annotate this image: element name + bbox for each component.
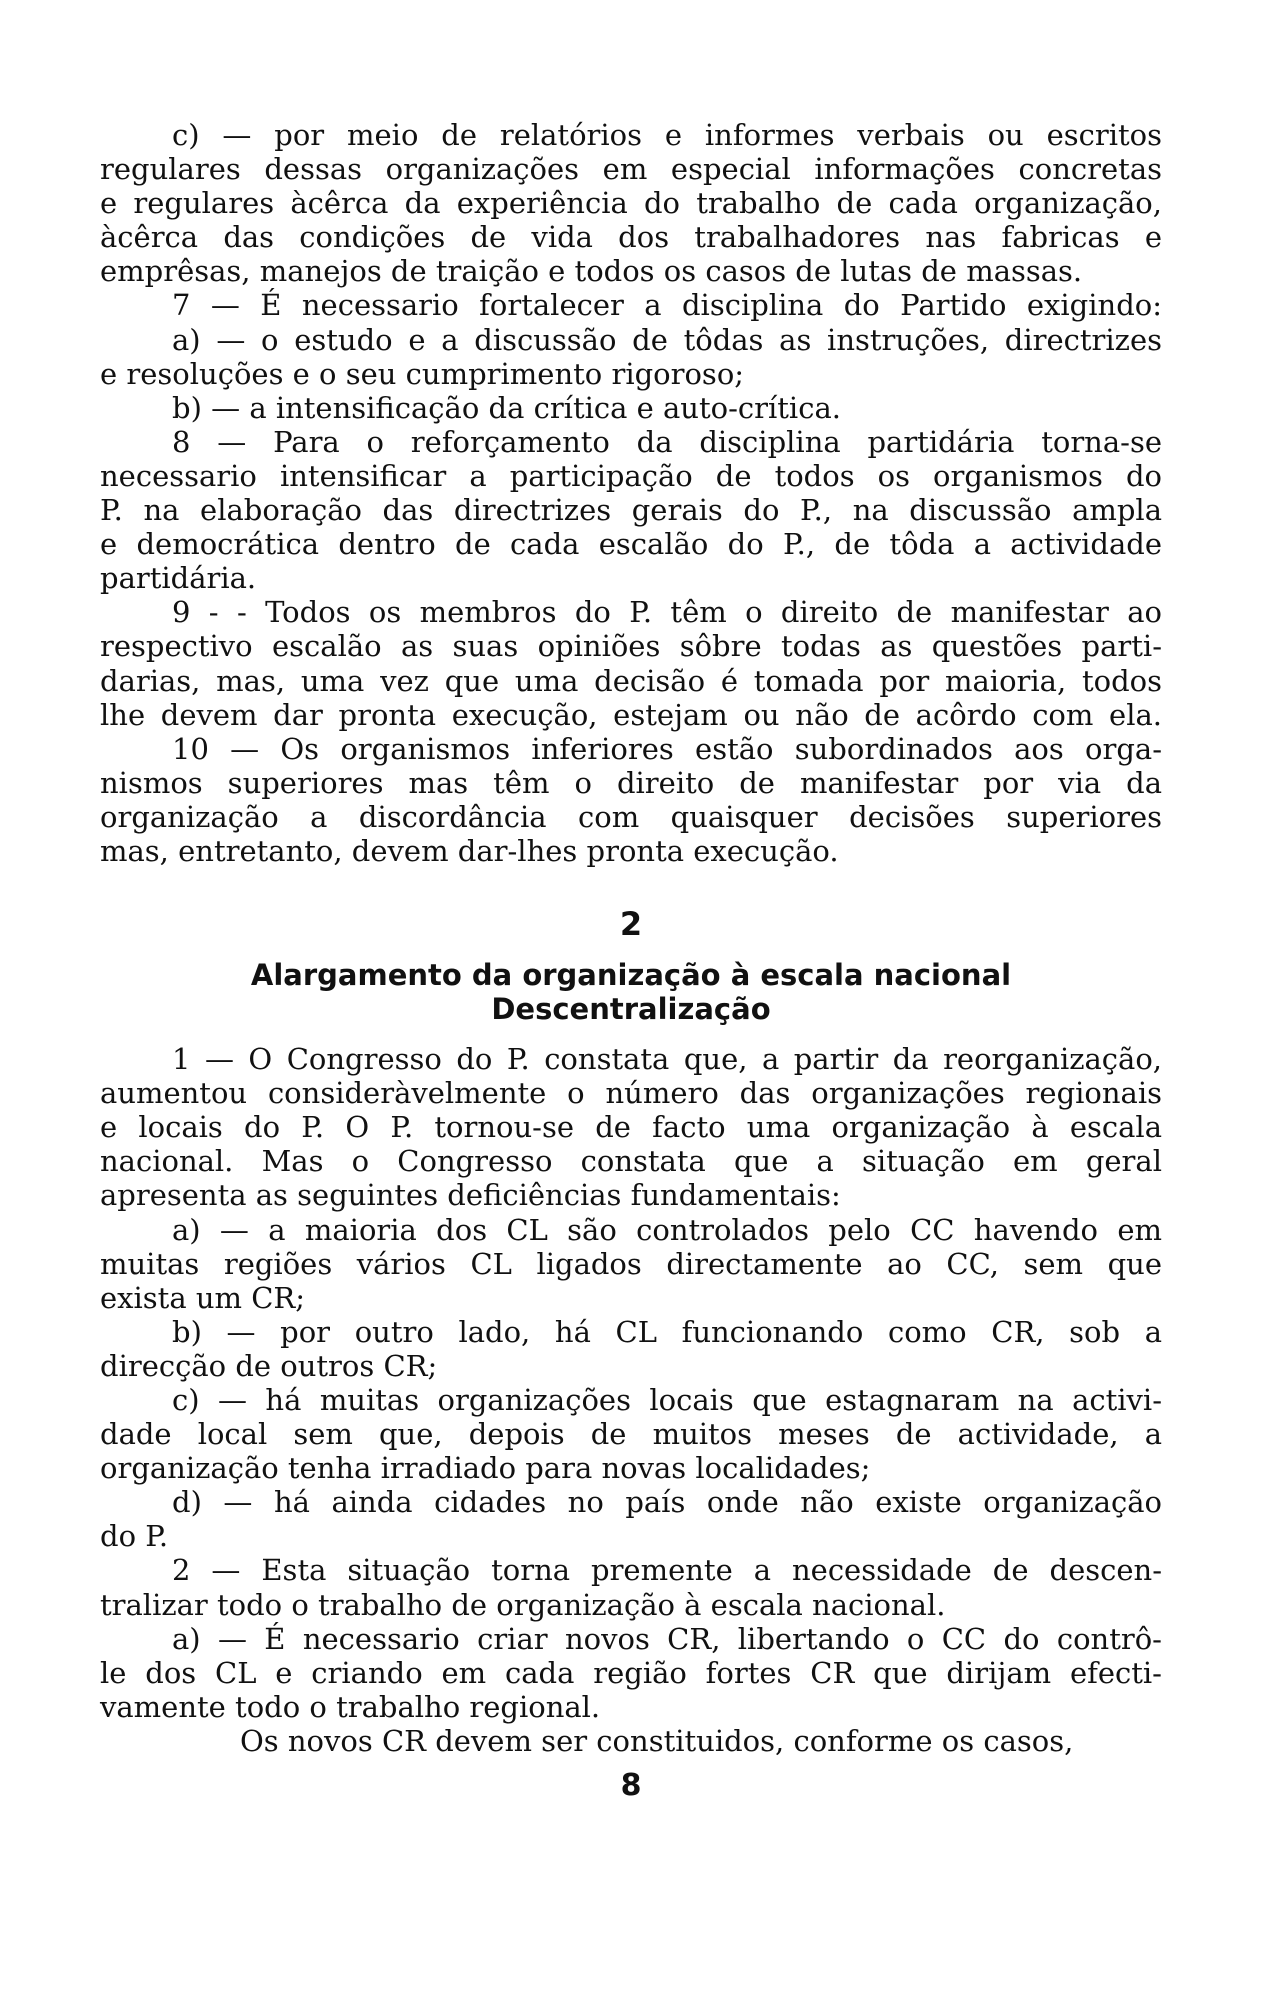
text-line: 10 — Os organismos inferiores estão subordinados aos orga- <box>172 731 1162 766</box>
text-line: àcêrca das condições de vida dos trabalhadores nas fabricas e <box>100 220 1162 255</box>
text-line: nismos superiores mas têm o direito de manifestar por via da <box>100 765 1162 800</box>
text-line: a) — o estudo e a discussão de tôdas as instruções, directrizes <box>172 322 1162 357</box>
text-line: b) — por outro lado, há CL funcionando como CR, sob a <box>172 1314 1162 1349</box>
text-line: partidária. <box>100 561 257 596</box>
text-line: e locais do P. O P. tornou-se de facto uma organização à escala <box>100 1110 1162 1145</box>
text-line: mas, entretanto, devem dar-lhes pronta execução. <box>100 833 839 868</box>
text-line: necessario intensificar a participação de todos os organismos do <box>100 458 1162 493</box>
body-text-top <box>100 118 1162 868</box>
text-line: d) — há ainda cidades no país onde não existe organização <box>172 1485 1162 1520</box>
text-line: a) — É necessario criar novos CR, libertando o CC do contrô- <box>172 1621 1162 1656</box>
text-line: P. na elaboração das directrizes gerais do P., na discussão ampla <box>100 493 1162 528</box>
text-line: regulares dessas organizações em especial informações concretas <box>100 152 1162 187</box>
text-line: c) — há muitas organizações locais que estagnaram na activi- <box>172 1383 1162 1417</box>
text-line: 8 — Para o reforçamento da disciplina partidária torna-se <box>172 424 1162 459</box>
text-line: tralizar todo o trabalho de organização à escala nacional. <box>100 1587 946 1622</box>
text-line: c) — por meio de relatórios e informes verbais ou escritos <box>172 118 1162 152</box>
text-line: b) — a intensificação da crítica e auto-crítica. <box>172 390 841 425</box>
text-line: le dos CL e criando em cada região fortes CR que dirijam efecti- <box>100 1655 1162 1690</box>
text-line: direcção de outros CR; <box>100 1348 438 1383</box>
section-heading: Alargamento da organização à escala nacional <box>250 958 1012 993</box>
section-number: 2 <box>619 905 643 944</box>
body-text-bottom <box>100 1042 1162 1758</box>
page-number: 8 <box>620 1768 642 1804</box>
text-line: nacional. Mas o Congresso constata que a situação em geral <box>100 1144 1162 1179</box>
text-line: exista um CR; <box>100 1280 306 1315</box>
text-line: a) — a maioria dos CL são controlados pelo CC havendo em <box>172 1212 1162 1247</box>
text-line: e resoluções e o seu cumprimento rigoroso; <box>100 356 745 391</box>
text-line: 9 - - Todos os membros do P. têm o direito de manifestar ao <box>172 595 1162 630</box>
text-line: 7 — É necessario fortalecer a disciplina do Partido exigindo: <box>172 288 1162 323</box>
text-line: e regulares àcêrca da experiência do trabalho de cada organização, <box>100 186 1162 221</box>
text-line: Os novos CR devem ser constituidos, conforme os casos, <box>240 1723 1074 1758</box>
text-line: muitas regiões vários CL ligados directamente ao CC, sem que <box>100 1246 1162 1281</box>
text-line: aumentou consideràvelmente o número das organizações regionais <box>100 1076 1162 1111</box>
text-line: lhe devem dar pronta execução, estejam ou não de acôrdo com ela. <box>100 697 1162 732</box>
document-page <box>100 118 1162 1806</box>
text-line: apresenta as seguintes deficiências fundamentais: <box>100 1178 841 1213</box>
text-line: respectivo escalão as suas opiniões sôbre todas as questões parti- <box>100 629 1162 664</box>
text-line: e democrática dentro de cada escalão do P., de tôda a actividade <box>100 527 1162 562</box>
text-line: vamente todo o trabalho regional. <box>100 1689 601 1724</box>
text-line: 1 — O Congresso do P. constata que, a partir da reorganização, <box>172 1042 1162 1077</box>
text-line: darias, mas, uma vez que uma decisão é tomada por maioria, todos <box>100 663 1162 698</box>
text-line: 2 — Esta situação torna premente a necessidade de descen- <box>172 1553 1162 1588</box>
text-line: dade local sem que, depois de muitos meses de actividade, a <box>100 1417 1162 1452</box>
text-line: organização a discordância com quaisquer decisões superiores <box>100 799 1162 834</box>
text-line: emprêsas, manejos de traição e todos os casos de lutas de massas. <box>100 254 1083 289</box>
section-subheading: Descentralização <box>491 992 771 1027</box>
text-line: organização tenha irradiado para novas localidades; <box>100 1451 871 1486</box>
text-line: do P. <box>100 1519 169 1554</box>
